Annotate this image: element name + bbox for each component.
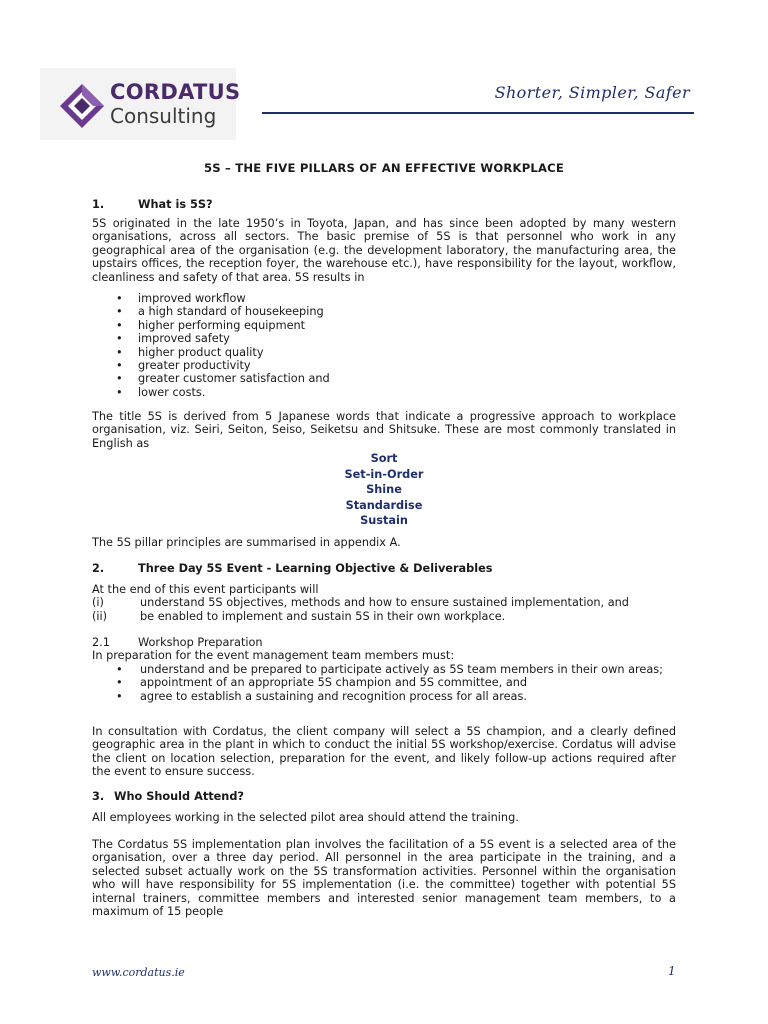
list-item-text: agree to establish a sustaining and recognition process for all areas. bbox=[140, 689, 527, 703]
paragraph: The Cordatus 5S implementation plan involves the facilitation of a 5S event is a selected area of the organisation, over a three day period. All personnel in the area participate in the training, and a selected subset actually work on the 5S transformation activities. Personnel within the organisation who will have responsibility for 5S implementation (i.e. the committee) together with potential 5S internal trainers, committee members and interested senior management team members, to a maximum of 15 people bbox=[92, 838, 676, 919]
section-2-heading bbox=[92, 562, 493, 575]
list-item: • higher product quality bbox=[92, 346, 676, 359]
section-1-paragraph bbox=[92, 217, 676, 284]
tagline: Shorter, Simpler, Safer bbox=[494, 83, 690, 102]
pillar-item: Sustain bbox=[360, 514, 408, 527]
list-item: • a high standard of housekeeping bbox=[92, 305, 676, 318]
page-number: 1 bbox=[668, 964, 676, 978]
list-item-text: appointment of an appropriate 5S champion and 5S committee, and bbox=[140, 676, 528, 690]
paragraph: All employees working in the selected pilot area should attend the training. bbox=[92, 811, 519, 824]
list-item bbox=[92, 676, 676, 689]
logo-name: CORDATUS bbox=[110, 80, 241, 104]
section-1-heading bbox=[92, 198, 213, 211]
paragraph: In consultation with Cordatus, the client company will select a 5S champion, and a clearly defined geographic area in the plant in which to conduct the initial 5S workshop/exercise. Cordatus will advise the client on location selection, preparation for the event, and likely follow-up actions required after the event to ensure success. bbox=[92, 725, 676, 779]
pillar-item: Set-in-Order bbox=[344, 467, 424, 481]
objective-item bbox=[92, 596, 676, 609]
objective-number: (ii) bbox=[92, 609, 108, 623]
section-title: Three Day 5S Event - Learning Objective & Deliverables bbox=[138, 562, 493, 575]
header-divider bbox=[262, 112, 694, 114]
subsection-heading bbox=[92, 636, 676, 649]
list-item: • greater customer satisfaction and bbox=[92, 372, 676, 385]
list-item: • improved workflow bbox=[92, 292, 676, 305]
list-item: • greater productivity bbox=[92, 359, 676, 372]
objective-number: (i) bbox=[92, 596, 104, 610]
pillar-item: Sort bbox=[370, 452, 398, 465]
section-number: 1. bbox=[92, 198, 105, 211]
section-3-paragraph-2 bbox=[92, 838, 676, 918]
section-2-intro bbox=[92, 583, 676, 623]
section-number: 3. bbox=[92, 790, 105, 803]
footer-url: www.cordatus.ie bbox=[92, 966, 185, 979]
section-title: What is 5S? bbox=[138, 198, 213, 211]
pillar-item: Shine bbox=[366, 483, 402, 496]
objective-text: be enabled to implement and sustain 5S in their own workplace. bbox=[140, 609, 506, 623]
paragraph: The 5S pillar principles are summarised in appendix A. bbox=[92, 536, 401, 549]
logo-subtitle: Consulting bbox=[110, 104, 217, 128]
section-title: Who Should Attend? bbox=[114, 790, 244, 803]
list-item bbox=[92, 663, 676, 676]
subsection-title: Workshop Preparation bbox=[138, 636, 263, 649]
pillars-list bbox=[92, 451, 676, 529]
subsection-number: 2.1 bbox=[92, 636, 110, 649]
list-item: • improved safety bbox=[92, 332, 676, 345]
list-item: • higher performing equipment bbox=[92, 319, 676, 332]
objective-text: understand 5S objectives, methods and how to ensure sustained implementation, and bbox=[140, 596, 629, 610]
list-item-text: understand and be prepared to participate actively as 5S team members in their own areas; bbox=[140, 662, 663, 676]
section-2-consult bbox=[92, 725, 676, 779]
subsection-2-1 bbox=[92, 636, 676, 703]
section-number: 2. bbox=[92, 562, 105, 575]
paragraph: At the end of this event participants will bbox=[92, 583, 319, 596]
paragraph: In preparation for the event management team members must: bbox=[92, 649, 455, 663]
paragraph: 5S originated in the late 1950’s in Toyota, Japan, and has since been adopted by many western organisations, across all sectors. The basic premise of 5S is that personnel who work in any geographical area of the organisation (e.g. the development laboratory, the manufacturing area, the upstairs offices, the reception foyer, the warehouse etc.), have responsibility for the layout, workflow, cleanliness and safety of that area. 5S results in bbox=[92, 217, 676, 284]
document-title: 5S – THE FIVE PILLARS OF AN EFFECTIVE WORKPLACE bbox=[204, 161, 564, 175]
paragraph: The title 5S is derived from 5 Japanese words that indicate a progressive approach to workplace organisation, viz. Seiri, Seiton, Seiso, Seiketsu and Shitsuke. These are most commonly translated in English as bbox=[92, 410, 676, 450]
section-1-paragraph-3 bbox=[92, 536, 676, 549]
cordatus-logo-icon bbox=[58, 82, 106, 130]
section-1-paragraph-2 bbox=[92, 410, 676, 450]
results-list bbox=[92, 292, 676, 399]
section-3-paragraph bbox=[92, 811, 676, 824]
section-3-heading bbox=[92, 790, 244, 803]
objective-item bbox=[92, 610, 676, 623]
pillar-item: Standardise bbox=[345, 498, 423, 512]
page-header bbox=[0, 0, 768, 140]
list-item: • lower costs. bbox=[92, 386, 676, 399]
list-item bbox=[92, 690, 676, 703]
